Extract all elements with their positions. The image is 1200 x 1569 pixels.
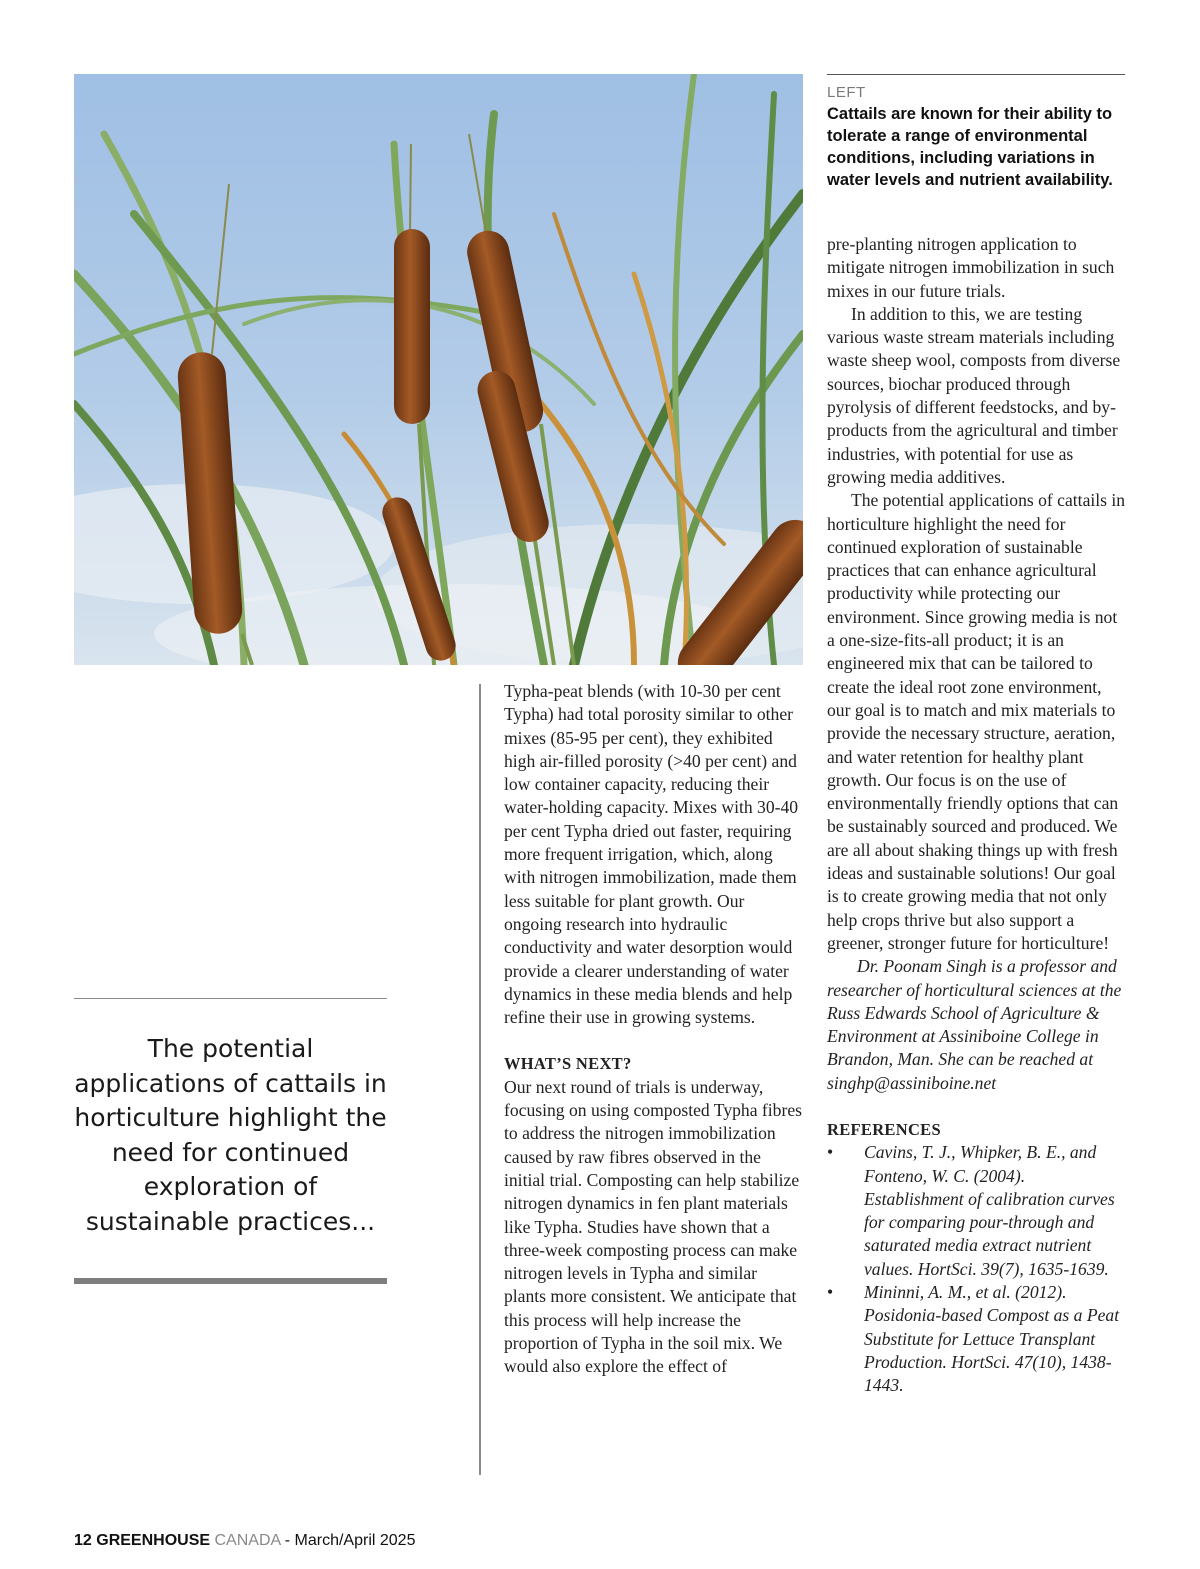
reference-text: Mininni, A. M., et al. (2012). Posidonia-based Compost as a Peat Substitute for Lettuce Transplant Production. HortSci. 47(10), 1438-1443. [864, 1282, 1120, 1396]
middle-column [504, 680, 802, 1379]
reference-text: Cavins, T. J., Whipker, B. E., and Fonteno, W. C. (2004). Establishment of calibration curves for comparing pour-through and saturated media extract nutrient values. HortSci. 39(7), 1635-1639. [864, 1142, 1115, 1279]
bullet-icon: • [827, 1282, 834, 1303]
right-column [827, 233, 1127, 1398]
magazine-name: GREENHOUSE [96, 1532, 211, 1549]
magazine-country: CANADA [214, 1532, 281, 1549]
caption-label: LEFT [827, 84, 866, 101]
reference-item [827, 1141, 1127, 1281]
body-paragraph: The potential applications of cattails in horticulture highlight the need for continued exploration of sustainable practices that can enhance agricultural productivity while protecting our environment. Since growing media is not a one-size-fits-all product; it is an engineered mix that can be tailored to create the ideal root zone environment, our goal is to match and mix materials to provide the necessary structure, aeration, and water retention for healthy plant growth. Our focus is on the use of environmentally friendly options that can be sustainably sourced and produced. We are all about shaking things up with fresh ideas and sustainable solutions! Our goal is to create growing media that not only help crops thrive but also support a greener, stronger future for horticulture! [827, 490, 1126, 953]
body-paragraph: pre-planting nitrogen application to mitigate nitrogen immobilization in such mixes in our future trials. [827, 234, 1115, 301]
section-heading: WHAT’S NEXT? [504, 1054, 632, 1074]
page-footer [74, 1532, 415, 1550]
body-paragraph: In addition to this, we are testing various waste stream materials including waste sheep wool, composts from diverse sources, biochar produced through pyrolysis of different feedstocks, and by-products from the agricultural and timber industries, with potential for use as growing media additives. [827, 303, 1121, 487]
references-heading: REFERENCES [827, 1119, 941, 1139]
pull-quote-top-rule [74, 998, 387, 999]
photo-caption [827, 74, 1125, 191]
author-bio: Dr. Poonam Singh is a professor and researcher of horticultural sciences at the Russ Edwards School of Agriculture & Environment at Assiniboine College in Brandon, Man. She can be reached at singhp@assiniboine.net [827, 956, 1122, 1093]
column-divider [479, 684, 481, 1475]
cattail-illustration [74, 74, 803, 665]
cattail-photo [74, 74, 803, 665]
caption-text: Cattails are known for their ability to tolerate a range of environmental conditions, including variations in water levels and nutrient availability. [827, 105, 1113, 189]
reference-item [827, 1281, 1127, 1397]
pull-quote: The potential applications of cattails in horticulture highlight the need for continued exploration of sustainable practices... [74, 1034, 387, 1236]
page-number: 12 [74, 1532, 92, 1549]
bullet-icon: • [827, 1142, 834, 1163]
references-list [827, 1141, 1127, 1397]
issue-date: - March/April 2025 [284, 1532, 416, 1549]
pull-quote-bottom-rule [74, 1278, 387, 1284]
body-paragraph: Typha-peat blends (with 10-30 per cent Typha) had total porosity similar to other mixes (85-95 per cent), they exhibited high air-filled porosity (>40 per cent) and low container capacity, reducing their water-holding capacity. Mixes with 30-40 per cent Typha dried out faster, requiring more frequent irrigation, which, along with nitrogen immobilization, made them less suitable for plant growth. Our ongoing research into hydraulic conductivity and water desorption would provide a clearer understanding of water dynamics in these media blends and help refine their use in growing systems. [504, 681, 799, 1028]
body-paragraph: Our next round of trials is underway, focusing on using composted Typha fibres to address the nitrogen immobilization caused by raw fibres observed in the initial trial. Composting can help stabilize nitrogen dynamics in fen plant materials like Typha. Studies have shown that a three-week composting process can make nitrogen levels in Typha and similar plants more consistent. We anticipate that this process will help increase the proportion of Typha in the soil mix. We would also explore the effect of [504, 1076, 802, 1377]
